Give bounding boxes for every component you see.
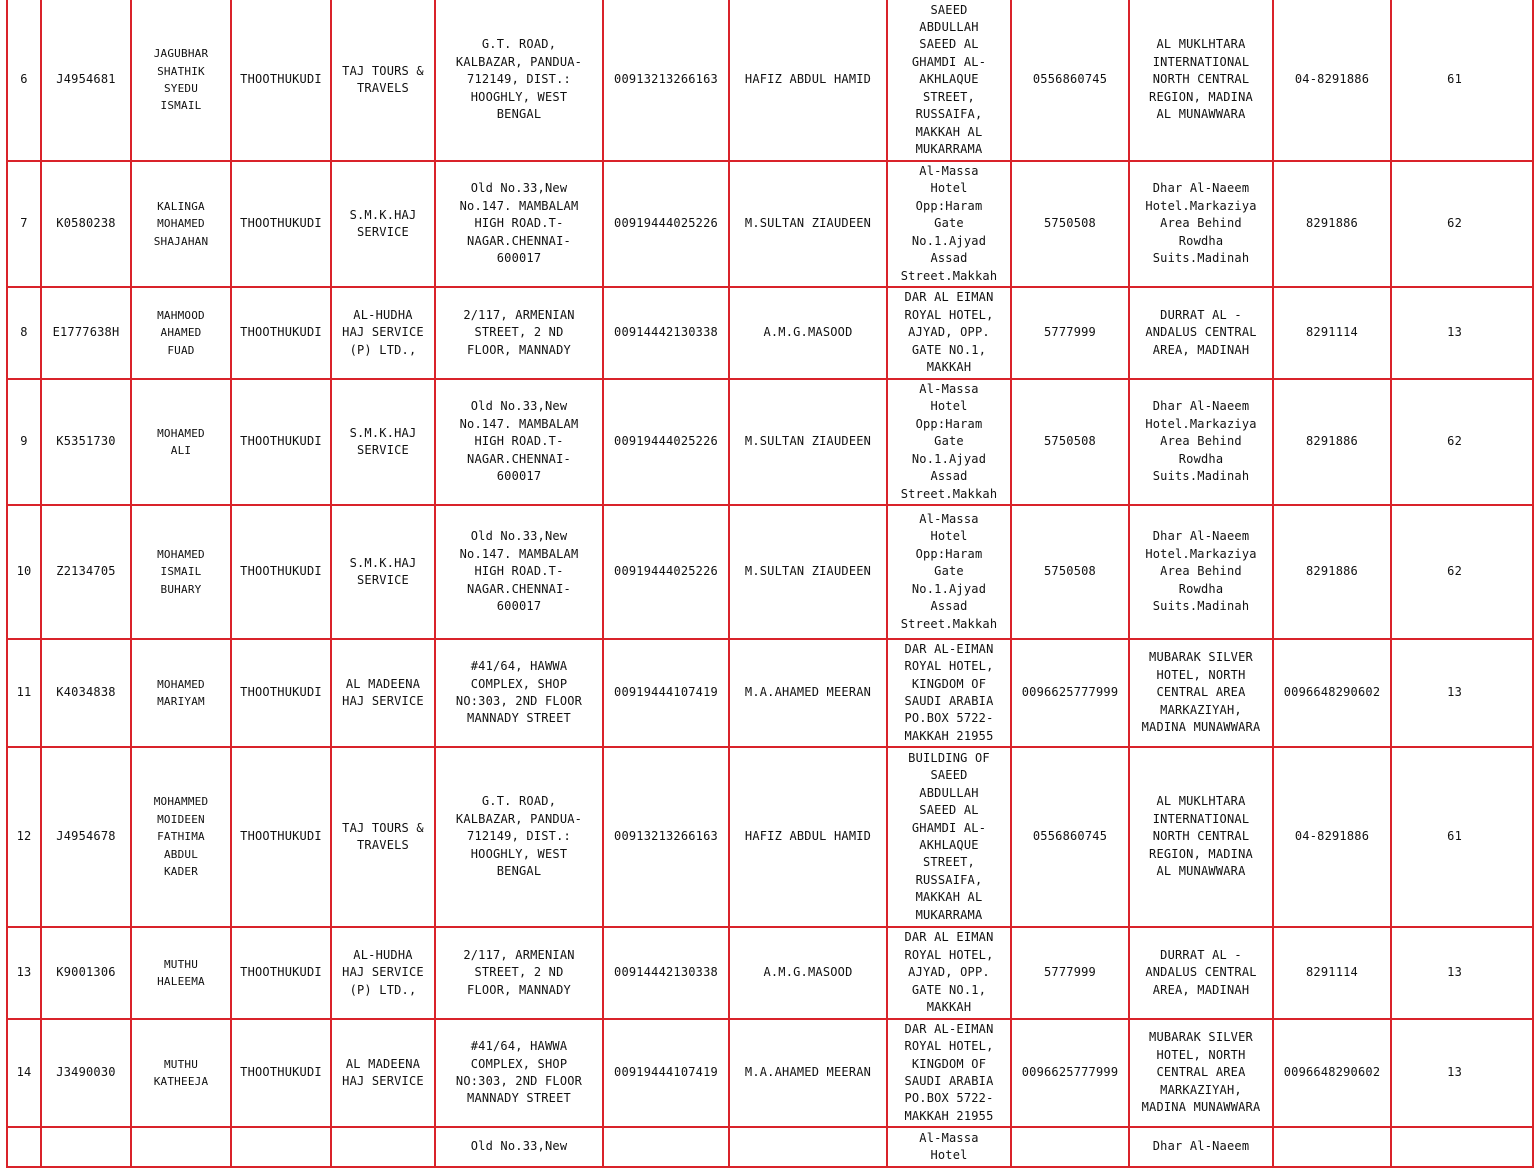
district-text: THOOTHUKUDI — [240, 434, 322, 449]
operator-phone-text: 00919444025226 — [614, 434, 718, 449]
operator-phone-cell — [603, 379, 729, 505]
madinah-hotel-cell — [1129, 0, 1273, 161]
contact-person-cell — [729, 927, 887, 1019]
pilgrim-name-text: MOHAMMED MOIDEEN FATHIMA ABDUL KADER — [153, 795, 209, 879]
operator-address-cell — [435, 747, 603, 927]
madinah-hotel-cell — [1129, 287, 1273, 379]
table-row — [7, 0, 1533, 161]
makkah-phone-cell — [1011, 639, 1129, 747]
operator-address-cell — [435, 161, 603, 287]
district-cell — [231, 379, 331, 505]
group-number-cell — [1391, 505, 1533, 639]
table-row — [7, 161, 1533, 287]
madinah-hotel-text: DURRAT AL - ANDALUS CENTRAL AREA, MADINAH — [1145, 307, 1257, 357]
group-number-text: 61 — [1447, 72, 1462, 87]
makkah-phone-text: 5750508 — [1044, 564, 1096, 579]
madinah-hotel-text: Dhar Al-Naeem Hotel.Markaziya Area Behind Rowdha Suits.Madinah — [1145, 399, 1257, 484]
operator-phone-cell — [603, 1127, 729, 1167]
tour-operator-cell — [331, 639, 435, 747]
madinah-hotel-text: DURRAT AL - ANDALUS CENTRAL AREA, MADINAH — [1145, 947, 1257, 997]
group-number-cell — [1391, 161, 1533, 287]
makkah-hotel-cell — [887, 1127, 1011, 1167]
makkah-phone-cell — [1011, 287, 1129, 379]
table-row — [7, 747, 1533, 927]
pilgrim-name-text: MOHAMED ISMAIL BUHARY — [157, 547, 205, 596]
serial-number-cell — [7, 161, 41, 287]
madinah-phone-text: 8291886 — [1306, 434, 1358, 449]
makkah-phone-cell — [1011, 747, 1129, 927]
madinah-phone-text: 04-8291886 — [1294, 72, 1370, 87]
makkah-hotel-cell — [887, 287, 1011, 379]
group-number-cell — [1391, 287, 1533, 379]
serial-number-cell — [7, 1127, 41, 1167]
madinah-phone-text: 8291886 — [1306, 564, 1358, 579]
passport-number-cell — [41, 1127, 131, 1167]
makkah-phone-text: 5777999 — [1044, 965, 1096, 980]
makkah-hotel-text: DAR AL EIMAN ROYAL HOTEL, AJYAD, OPP. GATE NO.1, MAKKAH — [904, 930, 994, 1015]
operator-phone-text: 00914442130338 — [614, 965, 718, 980]
makkah-phone-cell — [1011, 1019, 1129, 1127]
operator-address-text: 2/117, ARMENIAN STREET, 2 ND FLOOR, MANNADY — [463, 307, 575, 357]
serial-number-cell — [7, 287, 41, 379]
madinah-phone-cell — [1273, 287, 1391, 379]
makkah-phone-text: 0096625777999 — [1021, 685, 1119, 700]
makkah-phone-cell — [1011, 0, 1129, 161]
group-number-text: 13 — [1447, 685, 1462, 700]
operator-address-cell — [435, 287, 603, 379]
operator-address-cell — [435, 927, 603, 1019]
pilgrim-name-cell — [131, 927, 231, 1019]
operator-phone-text: 00913213266163 — [614, 829, 718, 844]
district-cell — [231, 639, 331, 747]
makkah-phone-text: 0556860745 — [1032, 72, 1108, 87]
pilgrim-name-cell — [131, 1127, 231, 1167]
district-cell — [231, 927, 331, 1019]
pilgrim-name-text: MOHAMED ALI — [157, 426, 205, 457]
district-cell — [231, 287, 331, 379]
operator-address-cell — [435, 1127, 603, 1167]
operator-phone-text: 00913213266163 — [614, 72, 718, 87]
makkah-hotel-text: Al-Massa Hotel Opp:Haram Gate No.1.Ajyad Assad Street.Makkah — [900, 512, 998, 631]
serial-number-cell — [7, 747, 41, 927]
madinah-hotel-text: MUBARAK SILVER HOTEL, NORTH CENTRAL AREA MARKAZIYAH, MADINA MUNAWWARA — [1141, 1030, 1261, 1115]
district-text: THOOTHUKUDI — [240, 1065, 322, 1080]
serial-number-cell — [7, 639, 41, 747]
serial-number-text: 6 — [20, 72, 28, 87]
district-cell — [231, 747, 331, 927]
madinah-hotel-text: MUBARAK SILVER HOTEL, NORTH CENTRAL AREA MARKAZIYAH, MADINA MUNAWWARA — [1141, 650, 1261, 735]
operator-address-cell — [435, 1019, 603, 1127]
madinah-phone-cell — [1273, 639, 1391, 747]
passport-number-text: E1777638H — [52, 325, 120, 340]
contact-person-text: M.A.AHAMED MEERAN — [744, 1065, 872, 1080]
pilgrim-name-text: MUTHU HALEEMA — [157, 957, 205, 988]
serial-number-cell — [7, 1019, 41, 1127]
madinah-hotel-cell — [1129, 161, 1273, 287]
group-number-cell — [1391, 927, 1533, 1019]
pilgrim-name-text: JAGUBHAR SHATHIK SYEDU ISMAIL — [153, 47, 209, 113]
operator-phone-text: 00919444025226 — [614, 564, 718, 579]
makkah-hotel-text: SAEED ABDULLAH SAEED AL GHAMDI AL- AKHLAQUE STREET, RUSSAIFA, MAKKAH AL MUKARRAMA — [911, 2, 987, 156]
makkah-phone-cell — [1011, 1127, 1129, 1167]
serial-number-text: 14 — [16, 1065, 32, 1080]
serial-number-text: 10 — [16, 564, 32, 579]
group-number-cell — [1391, 0, 1533, 161]
passport-number-cell — [41, 747, 131, 927]
district-text: THOOTHUKUDI — [240, 216, 322, 231]
group-number-cell — [1391, 747, 1533, 927]
tour-operator-cell — [331, 1019, 435, 1127]
contact-person-cell — [729, 379, 887, 505]
group-number-text: 13 — [1447, 965, 1462, 980]
madinah-phone-text: 8291114 — [1306, 325, 1358, 340]
tour-operator-cell — [331, 1127, 435, 1167]
madinah-hotel-cell — [1129, 505, 1273, 639]
operator-phone-cell — [603, 747, 729, 927]
makkah-phone-text: 0556860745 — [1032, 829, 1108, 844]
tour-operator-text: AL MADEENA HAJ SERVICE — [342, 1056, 424, 1088]
serial-number-text: 9 — [20, 434, 28, 449]
tour-operator-text: S.M.K.HAJ SERVICE — [349, 425, 417, 457]
group-number-text: 61 — [1447, 829, 1462, 844]
group-number-text: 13 — [1447, 1065, 1462, 1080]
operator-phone-cell — [603, 287, 729, 379]
group-number-cell — [1391, 379, 1533, 505]
makkah-phone-cell — [1011, 927, 1129, 1019]
district-cell — [231, 1127, 331, 1167]
contact-person-text: HAFIZ ABDUL HAMID — [744, 72, 872, 87]
operator-phone-text: 00919444025226 — [614, 216, 718, 231]
contact-person-text: A.M.G.MASOOD — [763, 965, 853, 980]
madinah-phone-cell — [1273, 161, 1391, 287]
passport-number-cell — [41, 0, 131, 161]
madinah-phone-text: 0096648290602 — [1283, 1065, 1381, 1080]
tour-operator-text: AL MADEENA HAJ SERVICE — [342, 676, 424, 708]
tour-operator-cell — [331, 287, 435, 379]
passport-number-text: K0580238 — [56, 216, 116, 231]
passport-number-text: K5351730 — [56, 434, 116, 449]
serial-number-text: 11 — [16, 685, 32, 700]
contact-person-text: A.M.G.MASOOD — [763, 325, 853, 340]
serial-number-text: 8 — [20, 325, 28, 340]
pilgrim-name-text: KALINGA MOHAMED SHAJAHAN — [153, 199, 209, 248]
madinah-hotel-cell — [1129, 1127, 1273, 1167]
tour-operator-text: TAJ TOURS & TRAVELS — [342, 820, 424, 852]
operator-address-cell — [435, 0, 603, 161]
contact-person-text: M.A.AHAMED MEERAN — [744, 685, 872, 700]
operator-phone-text: 00914442130338 — [614, 325, 718, 340]
operator-address-text: Old No.33,New No.147. MAMBALAM HIGH ROAD.T- NAGAR.CHENNAI- 600017 — [459, 399, 579, 484]
serial-number-cell — [7, 927, 41, 1019]
operator-phone-cell — [603, 639, 729, 747]
madinah-hotel-text: AL MUKLHTARA INTERNATIONAL NORTH CENTRAL REGION, MADINA AL MUNAWWARA — [1149, 794, 1253, 879]
tour-operator-cell — [331, 379, 435, 505]
contact-person-cell — [729, 1127, 887, 1167]
makkah-hotel-text: Al-Massa Hotel Opp:Haram Gate No.1.Ajyad Assad Street.Makkah — [900, 164, 998, 283]
contact-person-cell — [729, 747, 887, 927]
makkah-hotel-cell — [887, 0, 1011, 161]
group-number-cell — [1391, 1019, 1533, 1127]
makkah-phone-cell — [1011, 505, 1129, 639]
passport-number-cell — [41, 639, 131, 747]
makkah-hotel-cell — [887, 161, 1011, 287]
passport-number-text: J4954681 — [56, 72, 116, 87]
serial-number-cell — [7, 0, 41, 161]
madinah-hotel-text: AL MUKLHTARA INTERNATIONAL NORTH CENTRAL REGION, MADINA AL MUNAWWARA — [1149, 37, 1253, 122]
passport-number-cell — [41, 505, 131, 639]
operator-address-text: G.T. ROAD, KALBAZAR, PANDUA- 712149, DIST.: HOOGHLY, WEST BENGAL — [455, 794, 583, 879]
pilgrim-name-cell — [131, 287, 231, 379]
tour-operator-text: TAJ TOURS & TRAVELS — [342, 63, 424, 95]
makkah-hotel-cell — [887, 927, 1011, 1019]
group-number-text: 62 — [1447, 564, 1462, 579]
makkah-hotel-text: BUILDING OF SAEED ABDULLAH SAEED AL GHAMDI AL- AKHLAQUE STREET, RUSSAIFA, MAKKAH AL MUKARRAMA — [908, 750, 990, 922]
madinah-phone-text: 04-8291886 — [1294, 829, 1370, 844]
pilgrim-table — [6, 0, 1534, 1168]
district-text: THOOTHUKUDI — [240, 564, 322, 579]
makkah-hotel-cell — [887, 639, 1011, 747]
table-row — [7, 1019, 1533, 1127]
table-row — [7, 505, 1533, 639]
district-cell — [231, 0, 331, 161]
serial-number-text: 7 — [20, 216, 28, 231]
passport-number-text: K4034838 — [56, 685, 116, 700]
table-row — [7, 287, 1533, 379]
contact-person-cell — [729, 505, 887, 639]
madinah-phone-cell — [1273, 505, 1391, 639]
group-number-text: 13 — [1447, 325, 1462, 340]
passport-number-cell — [41, 287, 131, 379]
pilgrim-name-cell — [131, 639, 231, 747]
group-number-cell — [1391, 639, 1533, 747]
district-text: THOOTHUKUDI — [240, 829, 322, 844]
district-text: THOOTHUKUDI — [240, 325, 322, 340]
makkah-phone-cell — [1011, 379, 1129, 505]
pilgrim-name-cell — [131, 505, 231, 639]
contact-person-cell — [729, 639, 887, 747]
tour-operator-cell — [331, 0, 435, 161]
district-cell — [231, 1019, 331, 1127]
makkah-hotel-cell — [887, 747, 1011, 927]
district-text: THOOTHUKUDI — [240, 965, 322, 980]
makkah-hotel-cell — [887, 1019, 1011, 1127]
table-row — [7, 379, 1533, 505]
operator-address-text: G.T. ROAD, KALBAZAR, PANDUA- 712149, DIST.: HOOGHLY, WEST BENGAL — [455, 37, 583, 122]
passport-number-text: Z2134705 — [56, 564, 116, 579]
operator-address-cell — [435, 505, 603, 639]
group-number-text: 62 — [1447, 216, 1462, 231]
operator-address-cell — [435, 639, 603, 747]
makkah-phone-text: 5750508 — [1044, 216, 1096, 231]
group-number-text: 62 — [1447, 434, 1462, 449]
passport-number-text: K9001306 — [56, 965, 116, 980]
operator-address-text: 2/117, ARMENIAN STREET, 2 ND FLOOR, MANNADY — [463, 947, 575, 997]
operator-phone-cell — [603, 161, 729, 287]
madinah-hotel-cell — [1129, 379, 1273, 505]
makkah-phone-text: 0096625777999 — [1021, 1065, 1119, 1080]
operator-address-cell — [435, 379, 603, 505]
pilgrim-name-cell — [131, 379, 231, 505]
contact-person-cell — [729, 287, 887, 379]
serial-number-cell — [7, 505, 41, 639]
operator-address-text: #41/64, HAWWA COMPLEX, SHOP NO:303, 2ND FLOOR MANNADY STREET — [455, 1039, 583, 1106]
madinah-hotel-text: Dhar Al-Naeem — [1152, 1139, 1250, 1154]
makkah-phone-text: 5777999 — [1044, 325, 1096, 340]
makkah-hotel-text: Al-Massa Hotel Opp:Haram Gate No.1.Ajyad Assad Street.Makkah — [900, 382, 998, 501]
tour-operator-cell — [331, 161, 435, 287]
operator-phone-text: 00919444107419 — [614, 685, 718, 700]
makkah-hotel-text: DAR AL-EIMAN ROYAL HOTEL, KINGDOM OF SAUDI ARABIA PO.BOX 5722- MAKKAH 21955 — [904, 1021, 994, 1123]
pilgrim-name-text: MAHMOOD AHAMED FUAD — [157, 308, 205, 357]
operator-address-text: Old No.33,New No.147. MAMBALAM HIGH ROAD.T- NAGAR.CHENNAI- 600017 — [459, 181, 579, 266]
tour-operator-cell — [331, 505, 435, 639]
madinah-phone-cell — [1273, 379, 1391, 505]
madinah-phone-text: 0096648290602 — [1283, 685, 1381, 700]
madinah-hotel-text: Dhar Al-Naeem Hotel.Markaziya Area Behind Rowdha Suits.Madinah — [1145, 181, 1257, 266]
madinah-hotel-cell — [1129, 639, 1273, 747]
contact-person-cell — [729, 1019, 887, 1127]
pilgrim-name-cell — [131, 161, 231, 287]
madinah-phone-text: 8291114 — [1306, 965, 1358, 980]
table-row — [7, 927, 1533, 1019]
operator-phone-text: 00919444107419 — [614, 1065, 718, 1080]
operator-phone-cell — [603, 0, 729, 161]
pilgrim-name-cell — [131, 0, 231, 161]
madinah-hotel-text: Dhar Al-Naeem Hotel.Markaziya Area Behind Rowdha Suits.Madinah — [1145, 529, 1257, 614]
makkah-phone-text: 5750508 — [1044, 434, 1096, 449]
madinah-phone-cell — [1273, 927, 1391, 1019]
operator-phone-cell — [603, 505, 729, 639]
contact-person-text: M.SULTAN ZIAUDEEN — [744, 564, 872, 579]
passport-number-cell — [41, 927, 131, 1019]
tour-operator-cell — [331, 747, 435, 927]
operator-phone-cell — [603, 1019, 729, 1127]
passport-number-cell — [41, 161, 131, 287]
district-text: THOOTHUKUDI — [240, 72, 322, 87]
serial-number-cell — [7, 379, 41, 505]
madinah-phone-cell — [1273, 1019, 1391, 1127]
operator-address-text: #41/64, HAWWA COMPLEX, SHOP NO:303, 2ND FLOOR MANNADY STREET — [455, 659, 583, 726]
table-row — [7, 1127, 1533, 1167]
tour-operator-text: AL-HUDHA HAJ SERVICE (P) LTD., — [342, 947, 424, 997]
contact-person-text: M.SULTAN ZIAUDEEN — [744, 216, 872, 231]
group-number-cell — [1391, 1127, 1533, 1167]
contact-person-cell — [729, 0, 887, 161]
passport-number-cell — [41, 1019, 131, 1127]
pilgrim-name-cell — [131, 1019, 231, 1127]
madinah-hotel-cell — [1129, 1019, 1273, 1127]
makkah-hotel-text: DAR AL-EIMAN ROYAL HOTEL, KINGDOM OF SAUDI ARABIA PO.BOX 5722- MAKKAH 21955 — [904, 641, 994, 743]
contact-person-text: M.SULTAN ZIAUDEEN — [744, 434, 872, 449]
district-text: THOOTHUKUDI — [240, 685, 322, 700]
serial-number-text: 12 — [16, 829, 32, 844]
serial-number-text: 13 — [16, 965, 32, 980]
operator-address-text: Old No.33,New — [470, 1139, 568, 1154]
tour-operator-cell — [331, 927, 435, 1019]
district-cell — [231, 161, 331, 287]
operator-address-text: Old No.33,New No.147. MAMBALAM HIGH ROAD.T- NAGAR.CHENNAI- 600017 — [459, 529, 579, 614]
tour-operator-text: AL-HUDHA HAJ SERVICE (P) LTD., — [342, 307, 424, 357]
passport-number-text: J4954678 — [56, 829, 116, 844]
madinah-phone-cell — [1273, 747, 1391, 927]
pilgrim-name-text: MUTHU KATHEEJA — [153, 1057, 209, 1088]
tour-operator-text: S.M.K.HAJ SERVICE — [349, 555, 417, 587]
operator-phone-cell — [603, 927, 729, 1019]
madinah-phone-cell — [1273, 0, 1391, 161]
makkah-phone-cell — [1011, 161, 1129, 287]
makkah-hotel-text: DAR AL EIMAN ROYAL HOTEL, AJYAD, OPP. GATE NO.1, MAKKAH — [904, 290, 994, 375]
table-row — [7, 639, 1533, 747]
pilgrim-name-text: MOHAMED MARIYAM — [157, 677, 205, 708]
tour-operator-text: S.M.K.HAJ SERVICE — [349, 207, 417, 239]
madinah-phone-text: 8291886 — [1306, 216, 1358, 231]
madinah-hotel-cell — [1129, 927, 1273, 1019]
makkah-hotel-cell — [887, 505, 1011, 639]
makkah-hotel-text: Al-Massa Hotel — [919, 1130, 979, 1162]
madinah-phone-cell — [1273, 1127, 1391, 1167]
passport-number-cell — [41, 379, 131, 505]
contact-person-cell — [729, 161, 887, 287]
madinah-hotel-cell — [1129, 747, 1273, 927]
passport-number-text: J3490030 — [56, 1065, 116, 1080]
pilgrim-name-cell — [131, 747, 231, 927]
makkah-hotel-cell — [887, 379, 1011, 505]
contact-person-text: HAFIZ ABDUL HAMID — [744, 829, 872, 844]
district-cell — [231, 505, 331, 639]
table-body — [7, 0, 1533, 1167]
